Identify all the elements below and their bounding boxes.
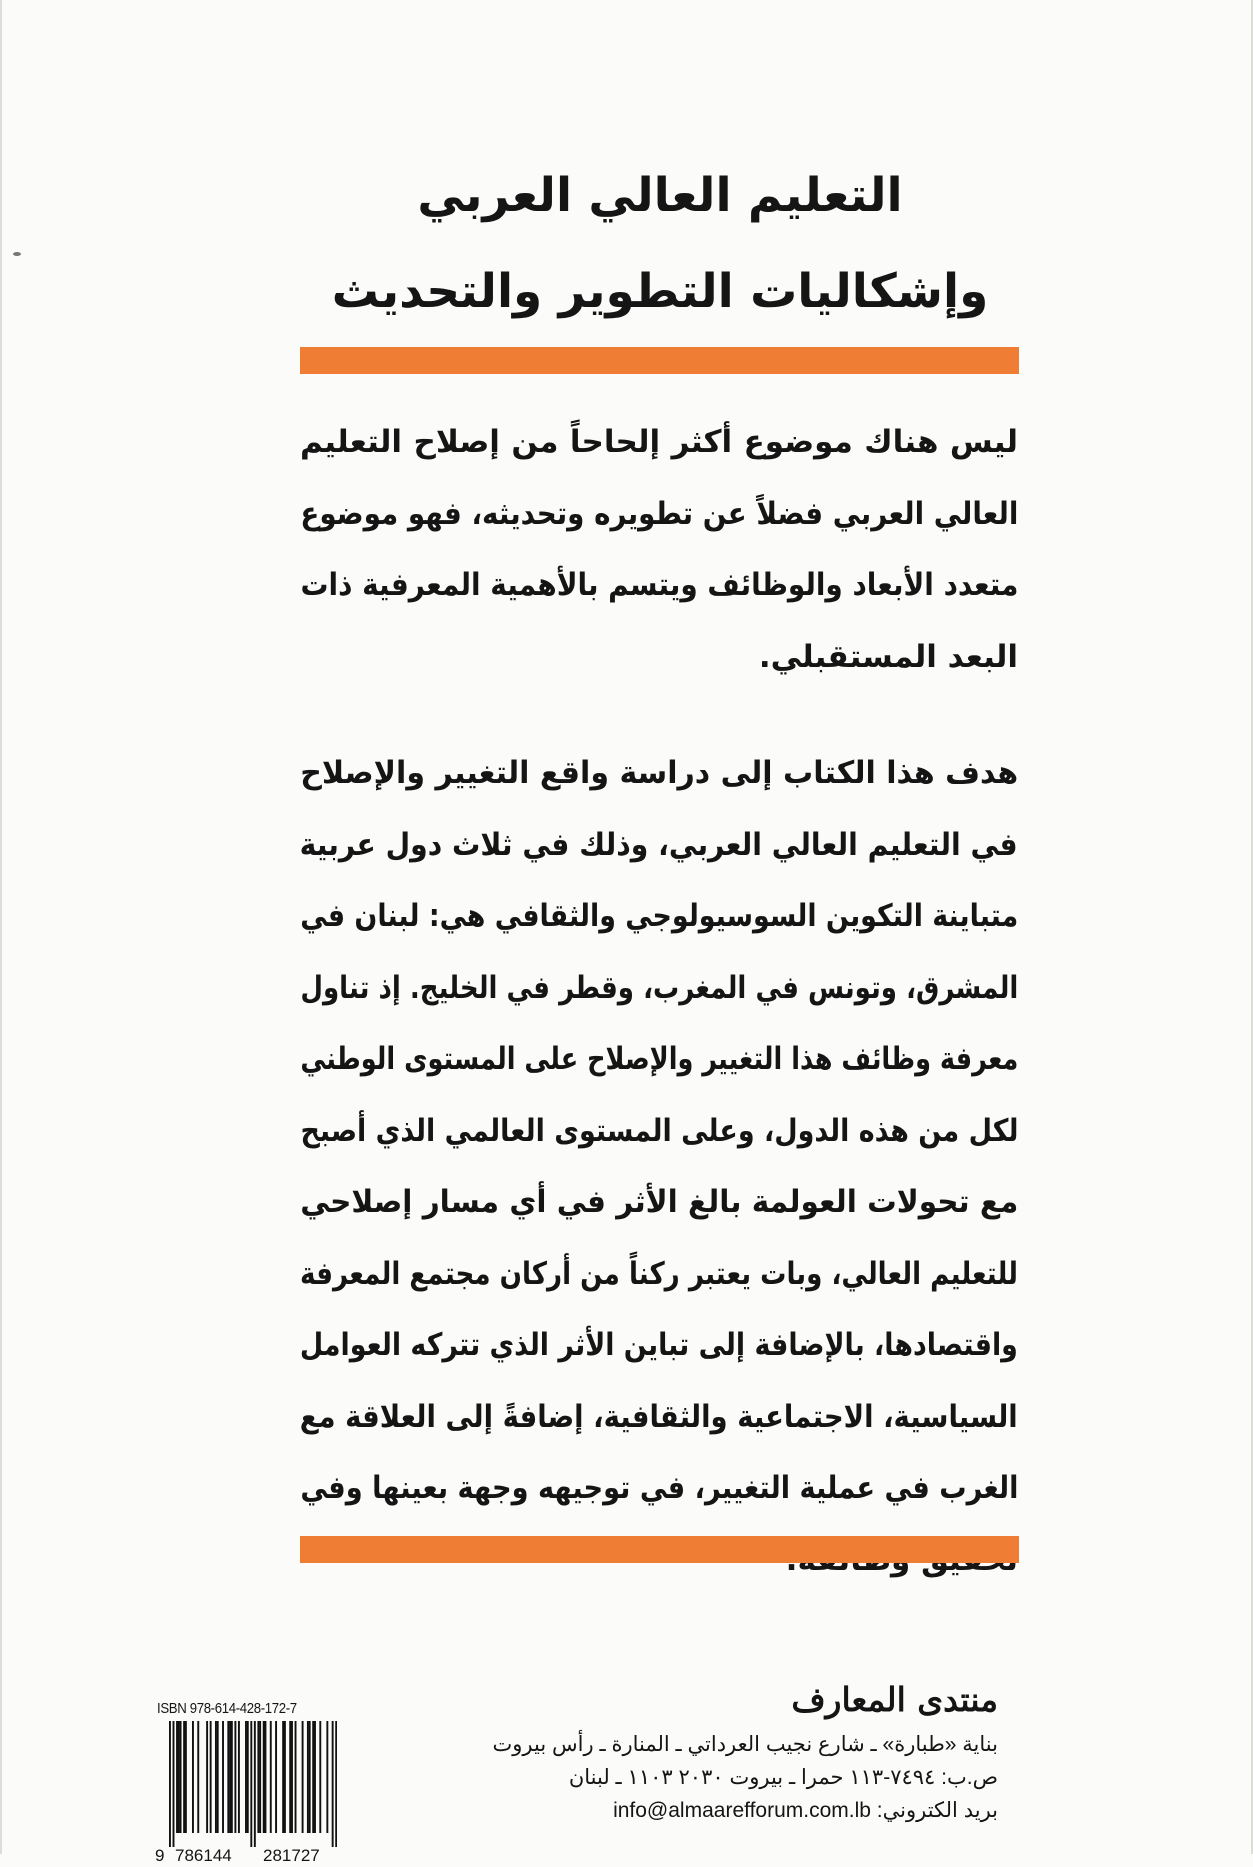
barcode-bar [302,1721,304,1833]
publisher-info [478,1672,998,1827]
barcode-bar [234,1721,236,1833]
barcode-bar [295,1721,297,1833]
barcode-bar [229,1721,231,1833]
barcode-bar [169,1721,171,1847]
barcode-bar [259,1721,261,1833]
publisher-pobox: ص.ب: ٧٤٩٤-١١٣ حمرا ـ بيروت ٢٠٣٠ ١١٠٣ ـ لبنان [568,1766,998,1789]
paragraph-2-line: لكل من هذه الدول، وعلى المستوى العالمي الذي أصبح [300,1112,1018,1149]
publisher-name: منتدى المعارف [791,1680,998,1719]
paragraph-2-line: مع تحولات العولمة بالغ الأثر في أي مسار إصلاحي [300,1184,1018,1220]
barcode-bar [206,1721,208,1833]
barcode-bar [247,1721,249,1833]
barcode-bar [314,1721,316,1833]
barcode-bar [270,1721,272,1833]
barcode-bar [332,1721,334,1847]
barcode-bar [197,1721,199,1833]
blurb-text [300,407,1018,1596]
barcode-bar [180,1721,182,1833]
barcode-bar [183,1721,185,1833]
barcode-bar [178,1721,180,1833]
paragraph-2-line: معرفة وظائف هذا التغيير والإصلاح على المستوى الوطني [300,1041,1018,1077]
accent-rule-top [300,347,1019,374]
barcode-bar [291,1721,293,1833]
paragraph-2-line: للتعليم العالي، وبات يعتبر ركناً من أركان مجتمع المعرفة [300,1255,1018,1292]
publisher-address: بناية «طبارة» ـ شارع نجيب العرداتي ـ المنارة ـ رأس بيروت [492,1733,998,1756]
barcode-bar [335,1721,337,1847]
paragraph-2-line: واقتصادها، بالإضافة إلى تباين الأثر الذي تتركه العوامل [300,1327,1018,1363]
page-edge-left [0,0,2,1854]
barcode-bar [284,1721,286,1833]
barcode-bar [173,1721,175,1847]
barcode-bar [227,1721,229,1833]
paragraph-1-line: متعدد الأبعاد والوظائف ويتسم بالأهمية المعرفية ذات [300,567,1018,603]
barcode-bars [157,1721,337,1847]
barcode-bar [275,1721,277,1833]
barcode-bar [185,1721,187,1833]
barcode-bar [289,1721,291,1833]
barcode-digits [157,1845,337,1867]
barcode-bar [210,1721,212,1833]
title-line-1: التعليم العالي العربي [417,168,903,223]
barcode-bar [257,1721,259,1833]
paragraph-2-line: السياسية، الاجتماعية والثقافية، إضافةً إلى العلاقة مع [300,1398,1018,1435]
paragraph-2-line: الغرب في عملية التغيير، في توجيهه وجهة بعينها وفي [300,1470,1018,1506]
barcode-bar [319,1721,321,1833]
barcode-bar [238,1721,240,1833]
barcode-bar [309,1721,311,1833]
paragraph-2-line: هدف هذا الكتاب إلى دراسة واقع التغيير والإصلاح [300,755,1018,791]
barcode-bar [264,1721,266,1833]
barcode-bar [215,1721,217,1833]
barcode-digits-left: 786144 [175,1846,232,1865]
paragraph-2-line: المشرق، وتونس في المغرب، وقطر في الخليج. إذ تناول [300,969,1018,1006]
barcode-bar [312,1721,314,1833]
paragraph-1 [300,407,1018,693]
barcode-bar [217,1721,219,1833]
barcode-bar [307,1721,309,1833]
publisher-email-row: بريد الكتروني: info@almaarefforum.com.lb [613,1799,998,1822]
paragraph-1-line: البعد المستقبلي. [758,638,1018,675]
barcode-bar [192,1721,194,1833]
barcode-bar [254,1721,256,1847]
barcode-bar [326,1721,328,1833]
barcode-bar [176,1721,178,1833]
print-speck [13,252,21,256]
paragraph-gap [300,693,1018,738]
paragraph-2 [300,738,1018,1596]
barcode-bar [282,1721,284,1833]
title-line-2: وإشكاليات التطوير والتحديث [331,264,989,319]
barcode-bar [231,1721,233,1833]
barcode-bar [250,1721,252,1847]
paragraph-1-line: العالي العربي فضلاً عن تطويره وتحديثه، فهو موضوع [300,495,1018,532]
barcode-digits-right: 281727 [263,1846,320,1865]
barcode-bar [222,1721,224,1833]
paragraph-2-line: في التعليم العالي العربي، وذلك في ثلاث دول عربية [300,826,1018,863]
barcode-bar [245,1721,247,1833]
isbn-label: ISBN 978-614-428-172-7 [157,1700,297,1717]
paragraph-2-line: متباينة التكوين السوسيولوجي والثقافي هي: لبنان في [300,898,1018,934]
paragraph-1-line: ليس هناك موضوع أكثر إلحاحاً من إصلاح التعليم [300,424,1018,460]
barcode-digit-first: 9 [155,1846,165,1865]
barcode-bar [263,1721,265,1833]
isbn-barcode [157,1700,337,1867]
book-title [300,148,1020,340]
accent-rule-bottom [300,1536,1019,1563]
